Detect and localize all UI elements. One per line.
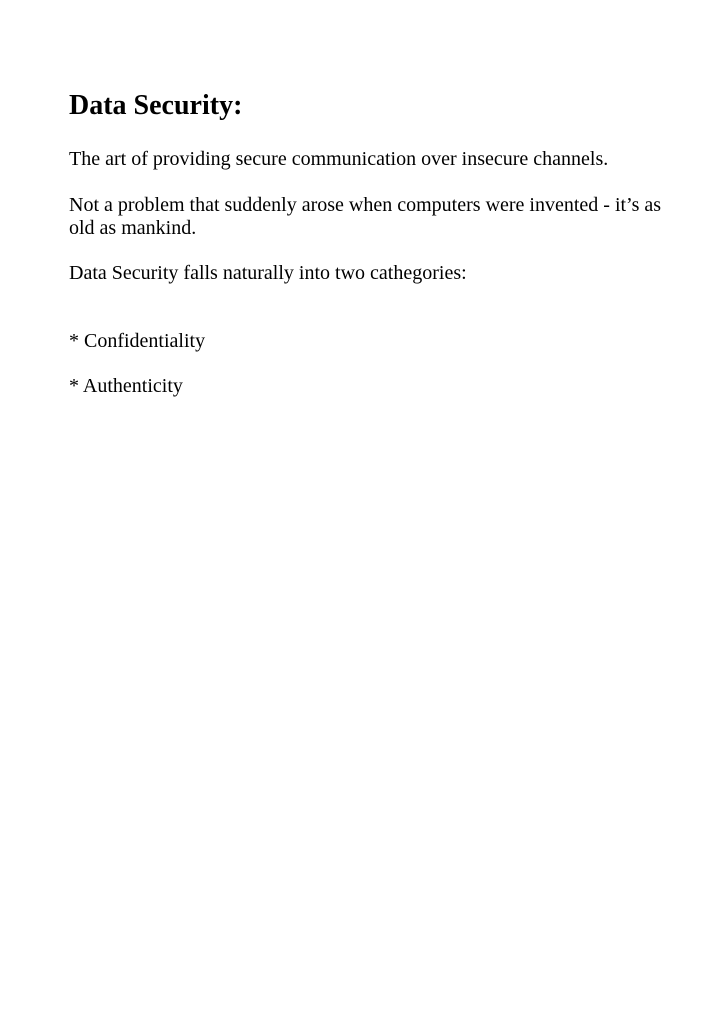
document-content: [69, 88, 669, 420]
category-list: [69, 330, 669, 398]
paragraph-history: Not a problem that suddenly arose when computers were invented - it’s as old as mankind.: [69, 194, 662, 239]
category-item-confidentiality: * Confidentiality: [69, 330, 206, 352]
document-title: Data Security:: [69, 90, 243, 121]
category-item-authenticity: * Authenticity: [69, 375, 183, 397]
paragraph-definition: The art of providing secure communication over insecure channels.: [69, 148, 609, 170]
paragraph-categories-intro: Data Security falls naturally into two cathegories:: [69, 262, 467, 284]
